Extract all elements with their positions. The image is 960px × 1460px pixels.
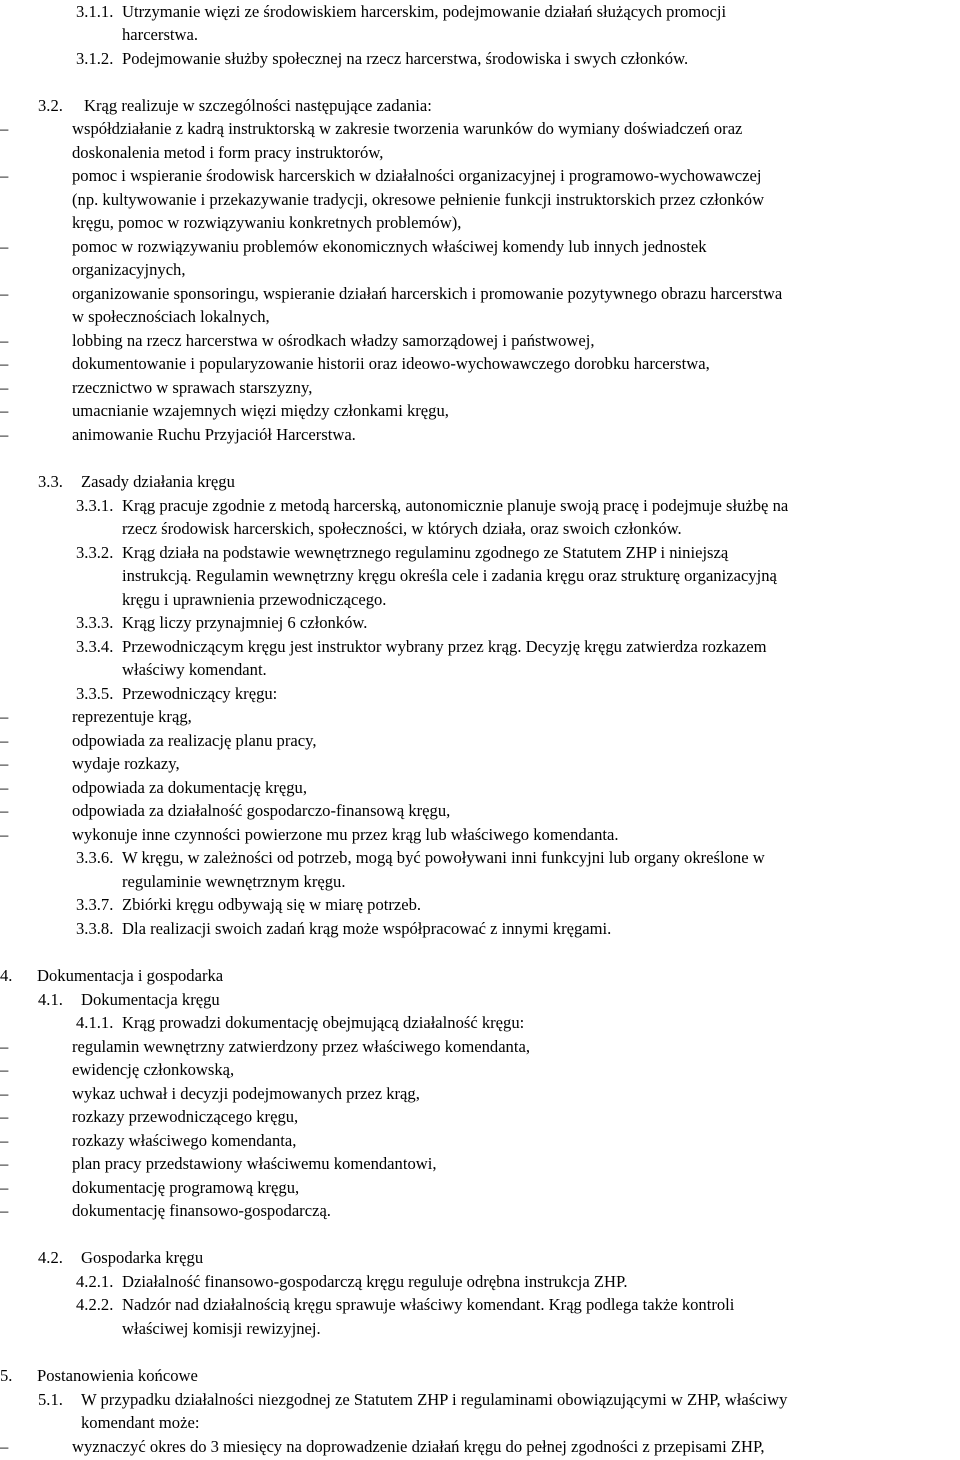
line-text: rzecz środowisk harcerskich, społeczności, w których działa, oraz swoich członków. — [122, 519, 682, 538]
section-heading — [0, 0, 960, 24]
list-dash: – — [0, 731, 9, 750]
list-item — [0, 1105, 960, 1129]
line-text: Postanowienia końcowe — [37, 1366, 198, 1385]
line-text: Zasady działania kręgu — [81, 472, 235, 491]
list-item — [0, 1435, 960, 1459]
line-text: Zbiórki kręgu odbywają się w miarę potrzeb. — [122, 895, 422, 914]
paragraph-line — [0, 23, 960, 47]
section-number: 3.3.6. — [76, 848, 114, 867]
line-text: harcerstwa. — [122, 25, 199, 44]
list-item — [0, 1176, 960, 1200]
line-text: umacnianie wzajemnych więzi między członkami kręgu, — [72, 401, 449, 420]
section-heading — [0, 1364, 960, 1388]
section-number: 3.1.2. — [76, 49, 114, 68]
list-item — [0, 776, 960, 800]
section-number: 3.2. — [38, 96, 63, 115]
section-heading — [0, 1270, 960, 1294]
list-item — [0, 329, 960, 353]
list-item — [0, 1129, 960, 1153]
section-heading — [0, 494, 960, 518]
section-heading — [0, 1293, 960, 1317]
list-item — [0, 1152, 960, 1176]
section-number: 4.1. — [38, 990, 63, 1009]
line-text: Krąg prowadzi dokumentację obejmującą działalność kręgu: — [122, 1013, 525, 1032]
line-text: Podejmowanie służby społecznej na rzecz harcerstwa, środowiska i swych członków. — [122, 49, 689, 68]
list-item — [0, 729, 960, 753]
section-heading — [0, 541, 960, 565]
line-text: ewidencję członkowską, — [72, 1060, 235, 1079]
list-item — [0, 376, 960, 400]
line-text: Gospodarka kręgu — [81, 1248, 204, 1267]
line-text: odpowiada za realizację planu pracy, — [72, 731, 317, 750]
line-text: wykonuje inne czynności powierzone mu przez krąg lub właściwego komendanta. — [72, 825, 619, 844]
line-text: rozkazy właściwego komendanta, — [72, 1131, 297, 1150]
section-heading — [0, 94, 960, 118]
list-dash: – — [0, 1131, 9, 1150]
list-dash: – — [0, 1037, 9, 1056]
section-number: 4.2.2. — [76, 1295, 114, 1314]
paragraph-line — [0, 211, 960, 235]
paragraph-line — [0, 188, 960, 212]
list-dash: – — [0, 237, 9, 256]
line-text: rzecznictwo w sprawach starszyzny, — [72, 378, 313, 397]
line-text: odpowiada za działalność gospodarczo-finansową kręgu, — [72, 801, 451, 820]
line-text: Dokumentacja kręgu — [81, 990, 220, 1009]
section-number: 3.3.4. — [76, 637, 114, 656]
line-text: pomoc i wspieranie środowisk harcerskich w działalności organizacyjnej i programowo-wychowawczej — [72, 166, 762, 185]
list-dash: – — [0, 1178, 9, 1197]
line-text: organizowanie sponsoringu, wspieranie działań harcerskich i promowanie pozytywnego obrazu harcerstwa — [72, 284, 783, 303]
list-item — [0, 1082, 960, 1106]
list-item — [0, 117, 960, 141]
line-text: Dokumentacja i gospodarka — [37, 966, 224, 985]
section-number: 3.3. — [38, 472, 63, 491]
line-text: Krąg działa na podstawie wewnętrznego regulaminu zgodnego ze Statutem ZHP i niniejszą — [122, 543, 729, 562]
line-text: właściwej komisji rewizyjnej. — [122, 1319, 321, 1338]
line-text: dokumentację finansowo-gospodarczą. — [72, 1201, 331, 1220]
list-dash: – — [0, 425, 9, 444]
section-number: 5.1. — [38, 1390, 63, 1409]
list-item — [0, 399, 960, 423]
list-dash: – — [0, 801, 9, 820]
line-text: organizacyjnych, — [72, 260, 186, 279]
line-text: (np. kultywowanie i przekazywanie tradycji, okresowe pełnienie funkcji instruktorskich przez członków — [72, 190, 765, 209]
list-item — [0, 282, 960, 306]
list-dash: – — [0, 284, 9, 303]
section-number: 3.3.3. — [76, 613, 114, 632]
paragraph-line — [0, 305, 960, 329]
section-heading — [0, 635, 960, 659]
line-text: regulaminie wewnętrznym kręgu. — [122, 872, 346, 891]
list-dash: – — [0, 1437, 9, 1456]
list-dash: – — [0, 119, 9, 138]
section-heading — [0, 611, 960, 635]
list-dash: – — [0, 401, 9, 420]
line-text: Nadzór nad działalnością kręgu sprawuje właściwy komendant. Krąg podlega także kontroli — [122, 1295, 735, 1314]
list-item — [0, 1035, 960, 1059]
section-heading — [0, 1011, 960, 1035]
line-text: plan pracy przedstawiony właściwemu komendantowi, — [72, 1154, 437, 1173]
paragraph-line — [0, 141, 960, 165]
section-number: 3.3.1. — [76, 496, 114, 515]
section-number: 4.2. — [38, 1248, 63, 1267]
line-text: wydaje rozkazy, — [72, 754, 180, 773]
list-dash: – — [0, 354, 9, 373]
list-dash: – — [0, 1060, 9, 1079]
section-heading — [0, 964, 960, 988]
line-text: reprezentuje krąg, — [72, 707, 192, 726]
section-number: 3.1.1. — [76, 2, 114, 21]
line-text: pomoc w rozwiązywaniu problemów ekonomicznych właściwej komendy lub innych jednostek — [72, 237, 707, 256]
section-number: 3.3.7. — [76, 895, 114, 914]
section-heading — [0, 917, 960, 941]
list-dash: – — [0, 378, 9, 397]
section-number: 3.3.2. — [76, 543, 114, 562]
list-item — [0, 1199, 960, 1223]
section-heading — [0, 893, 960, 917]
section-number: 3.3.8. — [76, 919, 114, 938]
line-text: Krąg pracuje zgodnie z metodą harcerską, autonomicznie planuje swoją pracę i podejmuje służbę na — [122, 496, 789, 515]
list-item — [0, 1058, 960, 1082]
list-item — [0, 164, 960, 188]
section-heading — [0, 1388, 960, 1412]
list-item — [0, 799, 960, 823]
line-text: Krąg liczy przynajmniej 6 członków. — [122, 613, 368, 632]
line-text: wyznaczyć okres do 3 miesięcy na doprowadzenie działań kręgu do pełnej zgodności z przepisami ZHP, — [72, 1437, 765, 1456]
list-dash: – — [0, 1154, 9, 1173]
list-item — [0, 752, 960, 776]
list-dash: – — [0, 825, 9, 844]
line-text: kręgu i uprawnienia przewodniczącego. — [122, 590, 387, 609]
paragraph-line — [0, 564, 960, 588]
section-heading — [0, 1246, 960, 1270]
list-dash: – — [0, 166, 9, 185]
section-number: 4.1.1. — [76, 1013, 114, 1032]
list-item — [0, 352, 960, 376]
line-text: Przewodniczący kręgu: — [122, 684, 278, 703]
line-text: Utrzymanie więzi ze środowiskiem harcerskim, podejmowanie działań służących promocji — [122, 2, 727, 21]
list-dash: – — [0, 778, 9, 797]
line-text: współdziałanie z kadrą instruktorską w zakresie tworzenia warunków do wymiany doświadczeń oraz — [72, 119, 743, 138]
line-text: W kręgu, w zależności od potrzeb, mogą być powoływani inni funkcyjni lub organy określone w — [122, 848, 765, 867]
line-text: Działalność finansowo-gospodarczą kręgu reguluje odrębna instrukcja ZHP. — [122, 1272, 628, 1291]
line-text: dokumentowanie i popularyzowanie historii oraz ideowo-wychowawczego dorobku harcerstwa, — [72, 354, 710, 373]
paragraph-line — [0, 258, 960, 282]
section-number: 5. — [0, 1366, 13, 1385]
line-text: rozkazy przewodniczącego kręgu, — [72, 1107, 299, 1126]
line-text: dokumentację programową kręgu, — [72, 1178, 300, 1197]
line-text: Dla realizacji swoich zadań krąg może współpracować z innymi kręgami. — [122, 919, 612, 938]
line-text: Krąg realizuje w szczególności następujące zadania: — [84, 96, 432, 115]
line-text: instrukcją. Regulamin wewnętrzny kręgu określa cele i zadania kręgu oraz strukturę organizacyjną — [122, 566, 777, 585]
section-number: 3.3.5. — [76, 684, 114, 703]
section-heading — [0, 846, 960, 870]
list-dash: – — [0, 1084, 9, 1103]
list-item — [0, 823, 960, 847]
line-text: kręgu, pomoc w rozwiązywaniu konkretnych problemów), — [72, 213, 462, 232]
line-text: Przewodniczącym kręgu jest instruktor wybrany przez krąg. Decyzję kręgu zatwierdza rozkazem — [122, 637, 767, 656]
line-text: lobbing na rzecz harcerstwa w ośrodkach władzy samorządowej i państwowej, — [72, 331, 595, 350]
line-text: właściwy komendant. — [122, 660, 267, 679]
paragraph-line — [0, 1317, 960, 1341]
paragraph-line — [0, 1411, 960, 1435]
list-dash: – — [0, 754, 9, 773]
list-item — [0, 235, 960, 259]
list-dash: – — [0, 707, 9, 726]
list-dash: – — [0, 1201, 9, 1220]
section-heading — [0, 988, 960, 1012]
line-text: doskonalenia metod i form pracy instruktorów, — [72, 143, 384, 162]
section-number: 4. — [0, 966, 13, 985]
section-heading — [0, 470, 960, 494]
line-text: odpowiada za dokumentację kręgu, — [72, 778, 307, 797]
list-item — [0, 423, 960, 447]
line-text: animowanie Ruchu Przyjaciół Harcerstwa. — [72, 425, 356, 444]
paragraph-line — [0, 588, 960, 612]
paragraph-line — [0, 870, 960, 894]
paragraph-line — [0, 658, 960, 682]
line-text: komendant może: — [81, 1413, 200, 1432]
list-dash: – — [0, 331, 9, 350]
list-item — [0, 705, 960, 729]
section-heading — [0, 47, 960, 71]
paragraph-line — [0, 517, 960, 541]
section-number: 4.2.1. — [76, 1272, 114, 1291]
line-text: w społecznościach lokalnych, — [72, 307, 270, 326]
line-text: wykaz uchwał i decyzji podejmowanych przez krąg, — [72, 1084, 420, 1103]
line-text: W przypadku działalności niezgodnej ze Statutem ZHP i regulaminami obowiązującymi w ZHP, właściwy — [81, 1390, 788, 1409]
list-dash: – — [0, 1107, 9, 1126]
line-text: regulamin wewnętrzny zatwierdzony przez właściwego komendanta, — [72, 1037, 530, 1056]
section-heading — [0, 682, 960, 706]
